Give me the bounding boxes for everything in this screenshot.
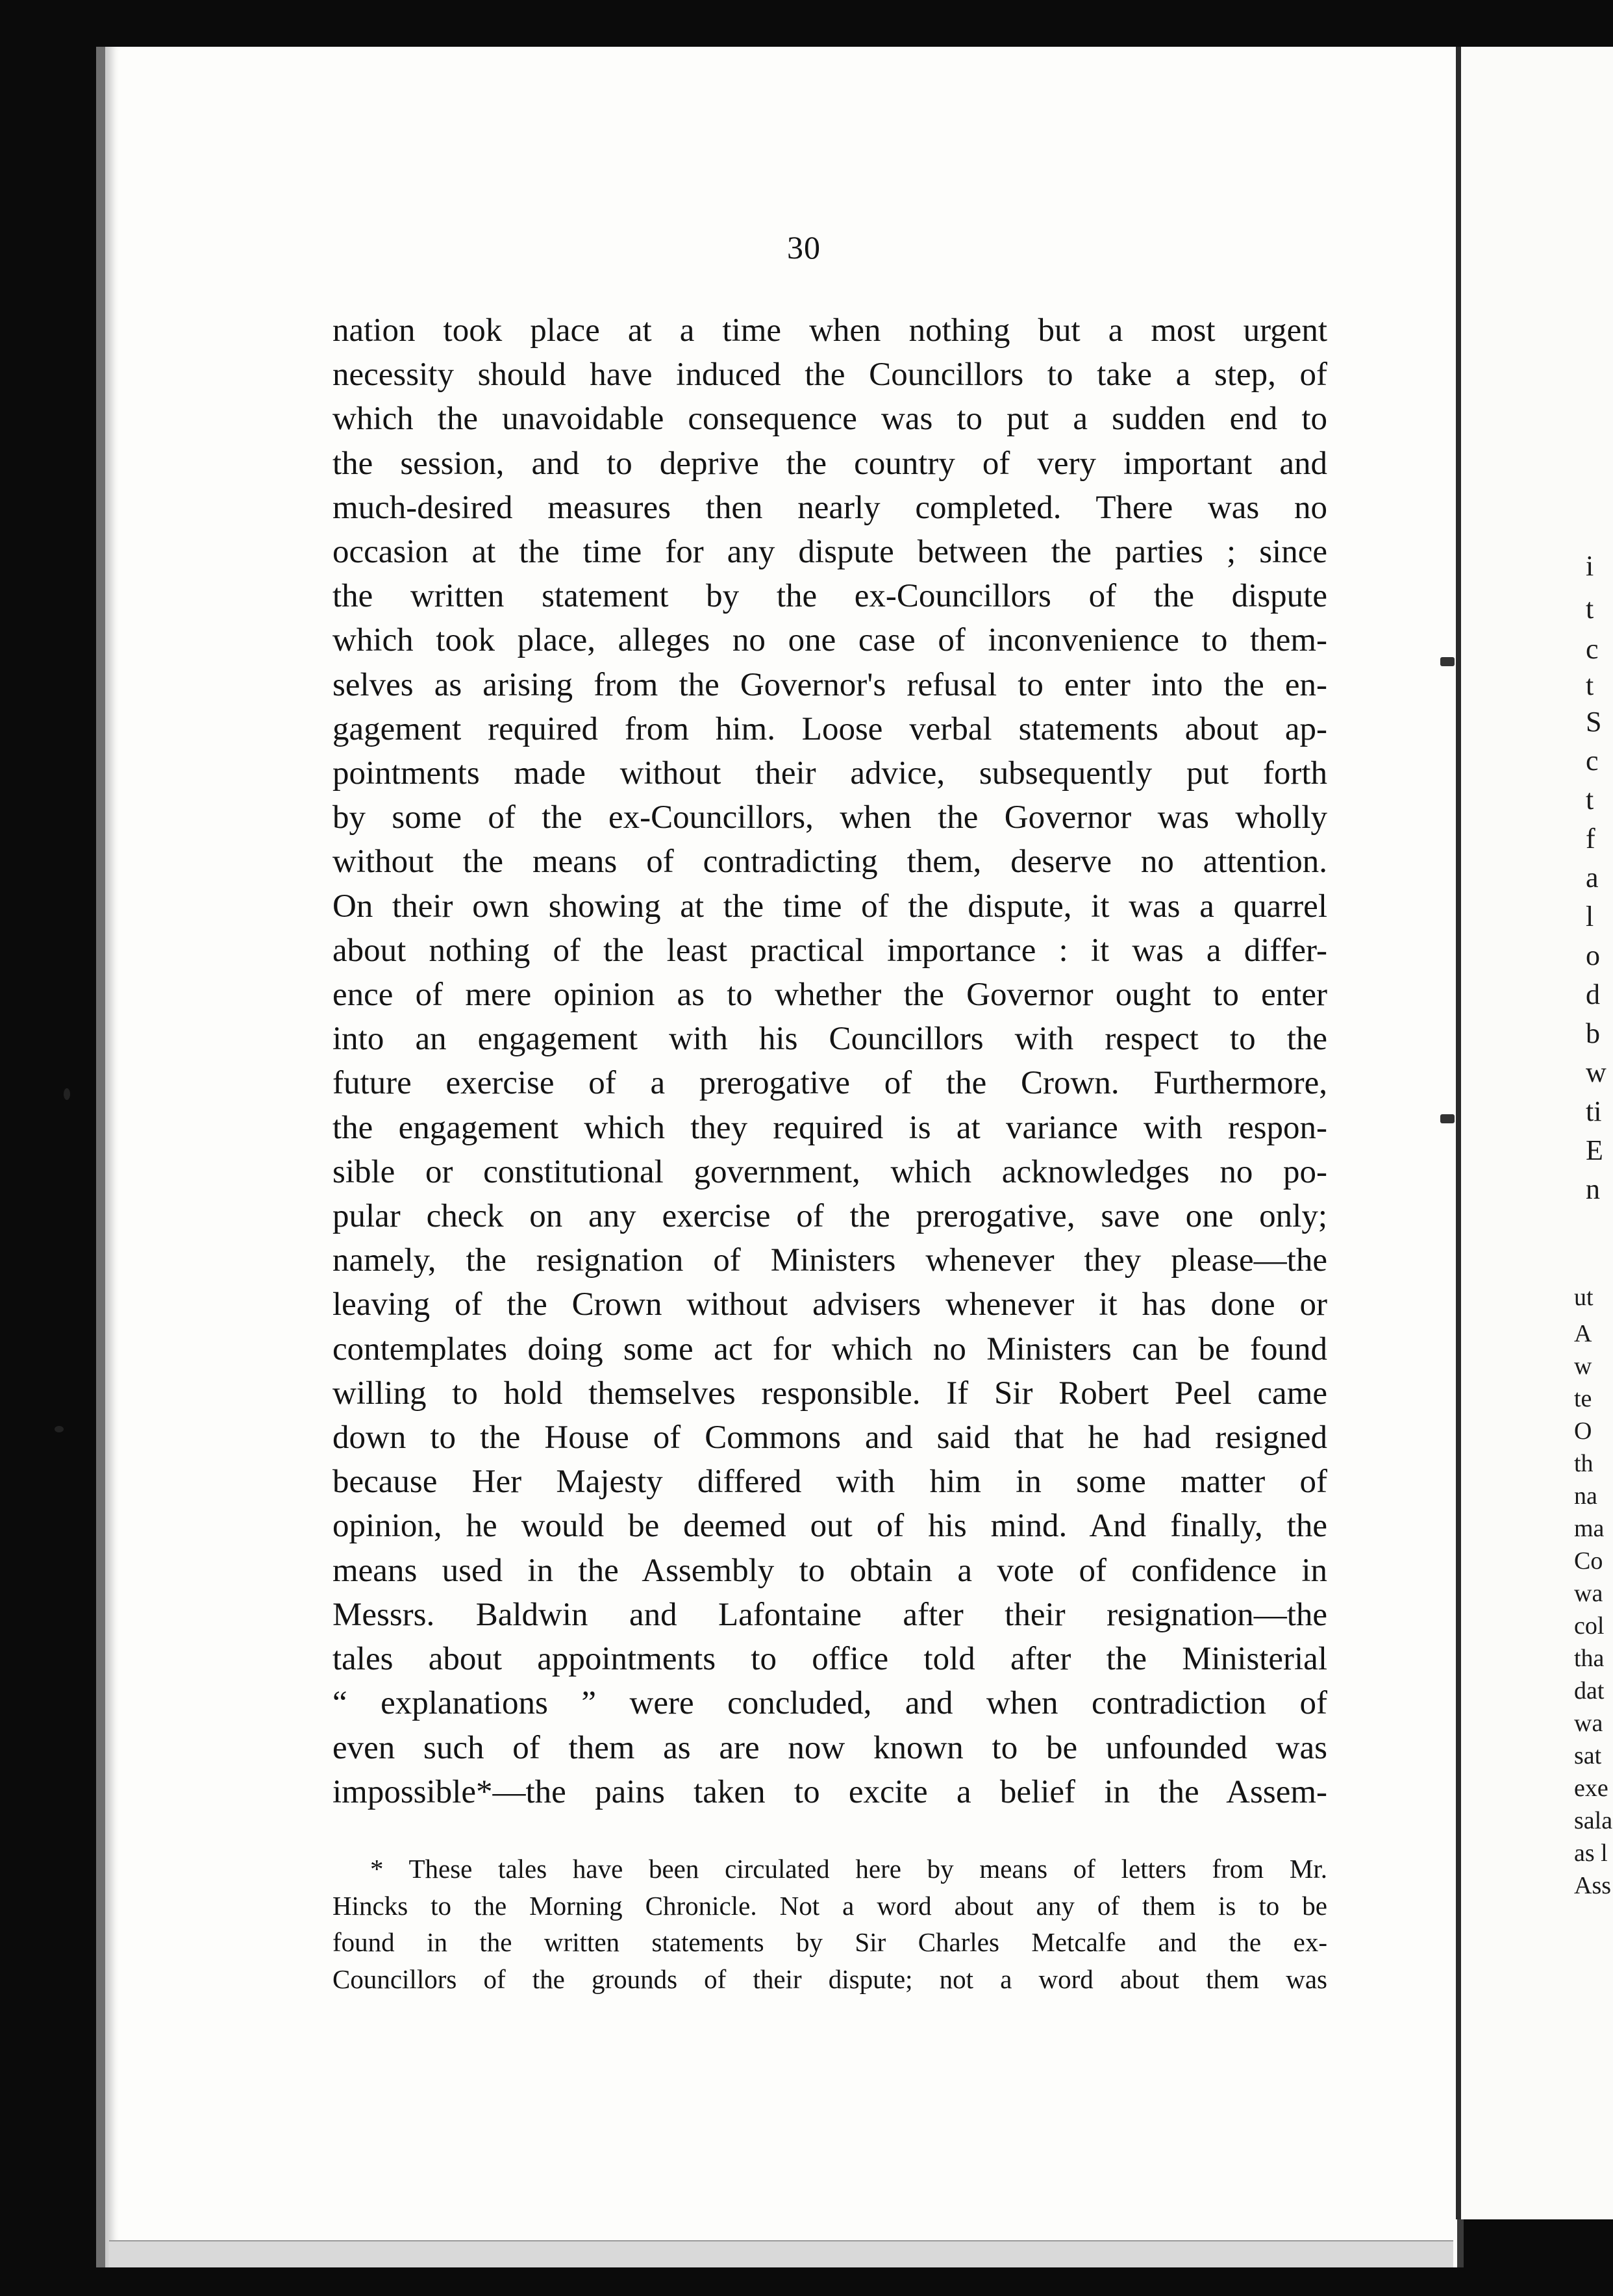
- facing-fragment: c: [1586, 745, 1599, 777]
- body-line: because Her Majesty differed with him in some matter of: [332, 1464, 1327, 1501]
- facing-fragment: o: [1586, 940, 1600, 971]
- footnote-line: Hincks to the Morning Chronicle. Not a word about any of them is to be: [332, 1890, 1327, 1921]
- body-line: gagement required from him. Loose verbal statements about ap-: [332, 710, 1327, 747]
- body-line: opinion, he would be deemed out of his mind. And finally, the: [332, 1508, 1327, 1545]
- body-line: the session, and to deprive the country of very important and: [332, 445, 1327, 482]
- body-line: without the means of contradicting them, deserve no attention.: [332, 843, 1327, 880]
- body-line: Messrs. Baldwin and Lafontaine after their resignation—the: [332, 1596, 1327, 1633]
- body-line: namely, the resignation of Ministers whenever they please—the: [332, 1242, 1327, 1279]
- facing-fragment: Co: [1574, 1547, 1603, 1575]
- body-line: sible or constitutional government, which acknowledges no po-: [332, 1153, 1327, 1190]
- body-line: future exercise of a prerogative of the Crown. Furthermore,: [332, 1065, 1327, 1102]
- facing-fragment: ma: [1574, 1515, 1605, 1542]
- body-line: impossible*—the pains taken to excite a belief in the Assem-: [332, 1773, 1327, 1810]
- facing-fragment: n: [1586, 1173, 1600, 1205]
- facing-fragment: f: [1586, 823, 1595, 855]
- facing-fragment: l: [1586, 901, 1594, 932]
- body-line: leaving of the Crown without advisers whenever it has done or: [332, 1286, 1327, 1323]
- facing-fragment: S: [1586, 706, 1602, 738]
- body-line: necessity should have induced the Councillors to take a step, of: [332, 356, 1327, 393]
- facing-fragment: tha: [1574, 1645, 1605, 1672]
- facing-fragment: sat: [1574, 1742, 1602, 1769]
- body-line: into an engagement with his Councillors with respect to the: [332, 1021, 1327, 1058]
- footnote-line: found in the written statements by Sir Charles Metcalfe and the ex-: [332, 1927, 1327, 1957]
- body-line: contemplates doing some act for which no Ministers can be found: [332, 1330, 1327, 1367]
- facing-fragment: sala: [1574, 1807, 1613, 1834]
- facing-fragment: exe: [1574, 1775, 1608, 1802]
- footnote-line: * These tales have been circulated here by means of letters from Mr.: [370, 1854, 1327, 1884]
- facing-fragment: te: [1574, 1385, 1592, 1412]
- facing-fragment: b: [1586, 1017, 1600, 1049]
- body-line: willing to hold themselves responsible. If Sir Robert Peel came: [332, 1375, 1327, 1412]
- facing-fragment: w: [1586, 1056, 1607, 1088]
- body-line: even such of them as are now known to be unfounded was: [332, 1729, 1327, 1766]
- body-line: down to the House of Commons and said that he had resigned: [332, 1419, 1327, 1456]
- body-line: On their own showing at the time of the dispute, it was a quarrel: [332, 888, 1327, 925]
- body-line: ence of mere opinion as to whether the Governor ought to enter: [332, 977, 1327, 1014]
- facing-fragment: t: [1586, 669, 1594, 701]
- body-line: much-desired measures then nearly completed. There was no: [332, 489, 1327, 526]
- page-number: 30: [787, 229, 821, 266]
- body-line: occasion at the time for any dispute between the parties ; since: [332, 534, 1327, 571]
- scan-speck: [64, 1088, 70, 1100]
- body-line: about nothing of the least practical importance : it was a differ-: [332, 932, 1327, 969]
- body-line: the engagement which they required is at variance with respon-: [332, 1109, 1327, 1146]
- facing-fragment: t: [1586, 784, 1594, 816]
- facing-fragment: O: [1574, 1417, 1592, 1445]
- facing-fragment: col: [1574, 1612, 1605, 1640]
- gutter-binding-mark: [1440, 657, 1455, 666]
- body-line: pointments made without their advice, subsequently put forth: [332, 755, 1327, 792]
- facing-fragment: t: [1586, 593, 1594, 625]
- facing-fragment: na: [1574, 1482, 1597, 1510]
- facing-fragment: w: [1574, 1353, 1592, 1380]
- footnote: [332, 1851, 1327, 1997]
- scan-speck: [55, 1426, 64, 1432]
- facing-fragment: a: [1586, 862, 1599, 893]
- body-line: selves as arising from the Governor's refusal to enter into the en-: [332, 666, 1327, 703]
- body-line: means used in the Assembly to obtain a vote of confidence in: [332, 1552, 1327, 1589]
- facing-fragment: ti: [1586, 1095, 1602, 1127]
- footnote-line: Councillors of the grounds of their dispute; not a word about them was: [332, 1964, 1327, 1994]
- body-line: nation took place at a time when nothing but a most urgent: [332, 312, 1327, 349]
- facing-fragment: i: [1586, 550, 1594, 582]
- facing-fragment: wa: [1574, 1710, 1603, 1737]
- body-line: which took place, alleges no one case of inconvenience to them-: [332, 622, 1327, 659]
- body-line: pular check on any exercise of the prerogative, save one only;: [332, 1198, 1327, 1235]
- facing-fragment: Ass: [1574, 1872, 1612, 1899]
- facing-fragment: wa: [1574, 1580, 1603, 1607]
- facing-fragment: E: [1586, 1134, 1603, 1166]
- gutter-binding-mark: [1440, 1114, 1455, 1123]
- facing-fragment: dat: [1574, 1677, 1605, 1704]
- facing-fragment: c: [1586, 633, 1599, 665]
- body-line: the written statement by the ex-Councillors of the dispute: [332, 578, 1327, 615]
- body-line: “ explanations ” were concluded, and when contradiction of: [332, 1685, 1327, 1722]
- body-text: [332, 308, 1327, 1814]
- body-line: which the unavoidable consequence was to put a sudden end to: [332, 401, 1327, 438]
- facing-fragment: A: [1574, 1320, 1592, 1347]
- facing-fragment: ut: [1574, 1284, 1594, 1311]
- body-line: by some of the ex-Councillors, when the Governor was wholly: [332, 799, 1327, 836]
- facing-fragment: as l: [1574, 1840, 1608, 1867]
- body-line: tales about appointments to office told after the Ministerial: [332, 1641, 1327, 1678]
- facing-fragment: th: [1574, 1450, 1594, 1477]
- facing-fragment: d: [1586, 979, 1600, 1010]
